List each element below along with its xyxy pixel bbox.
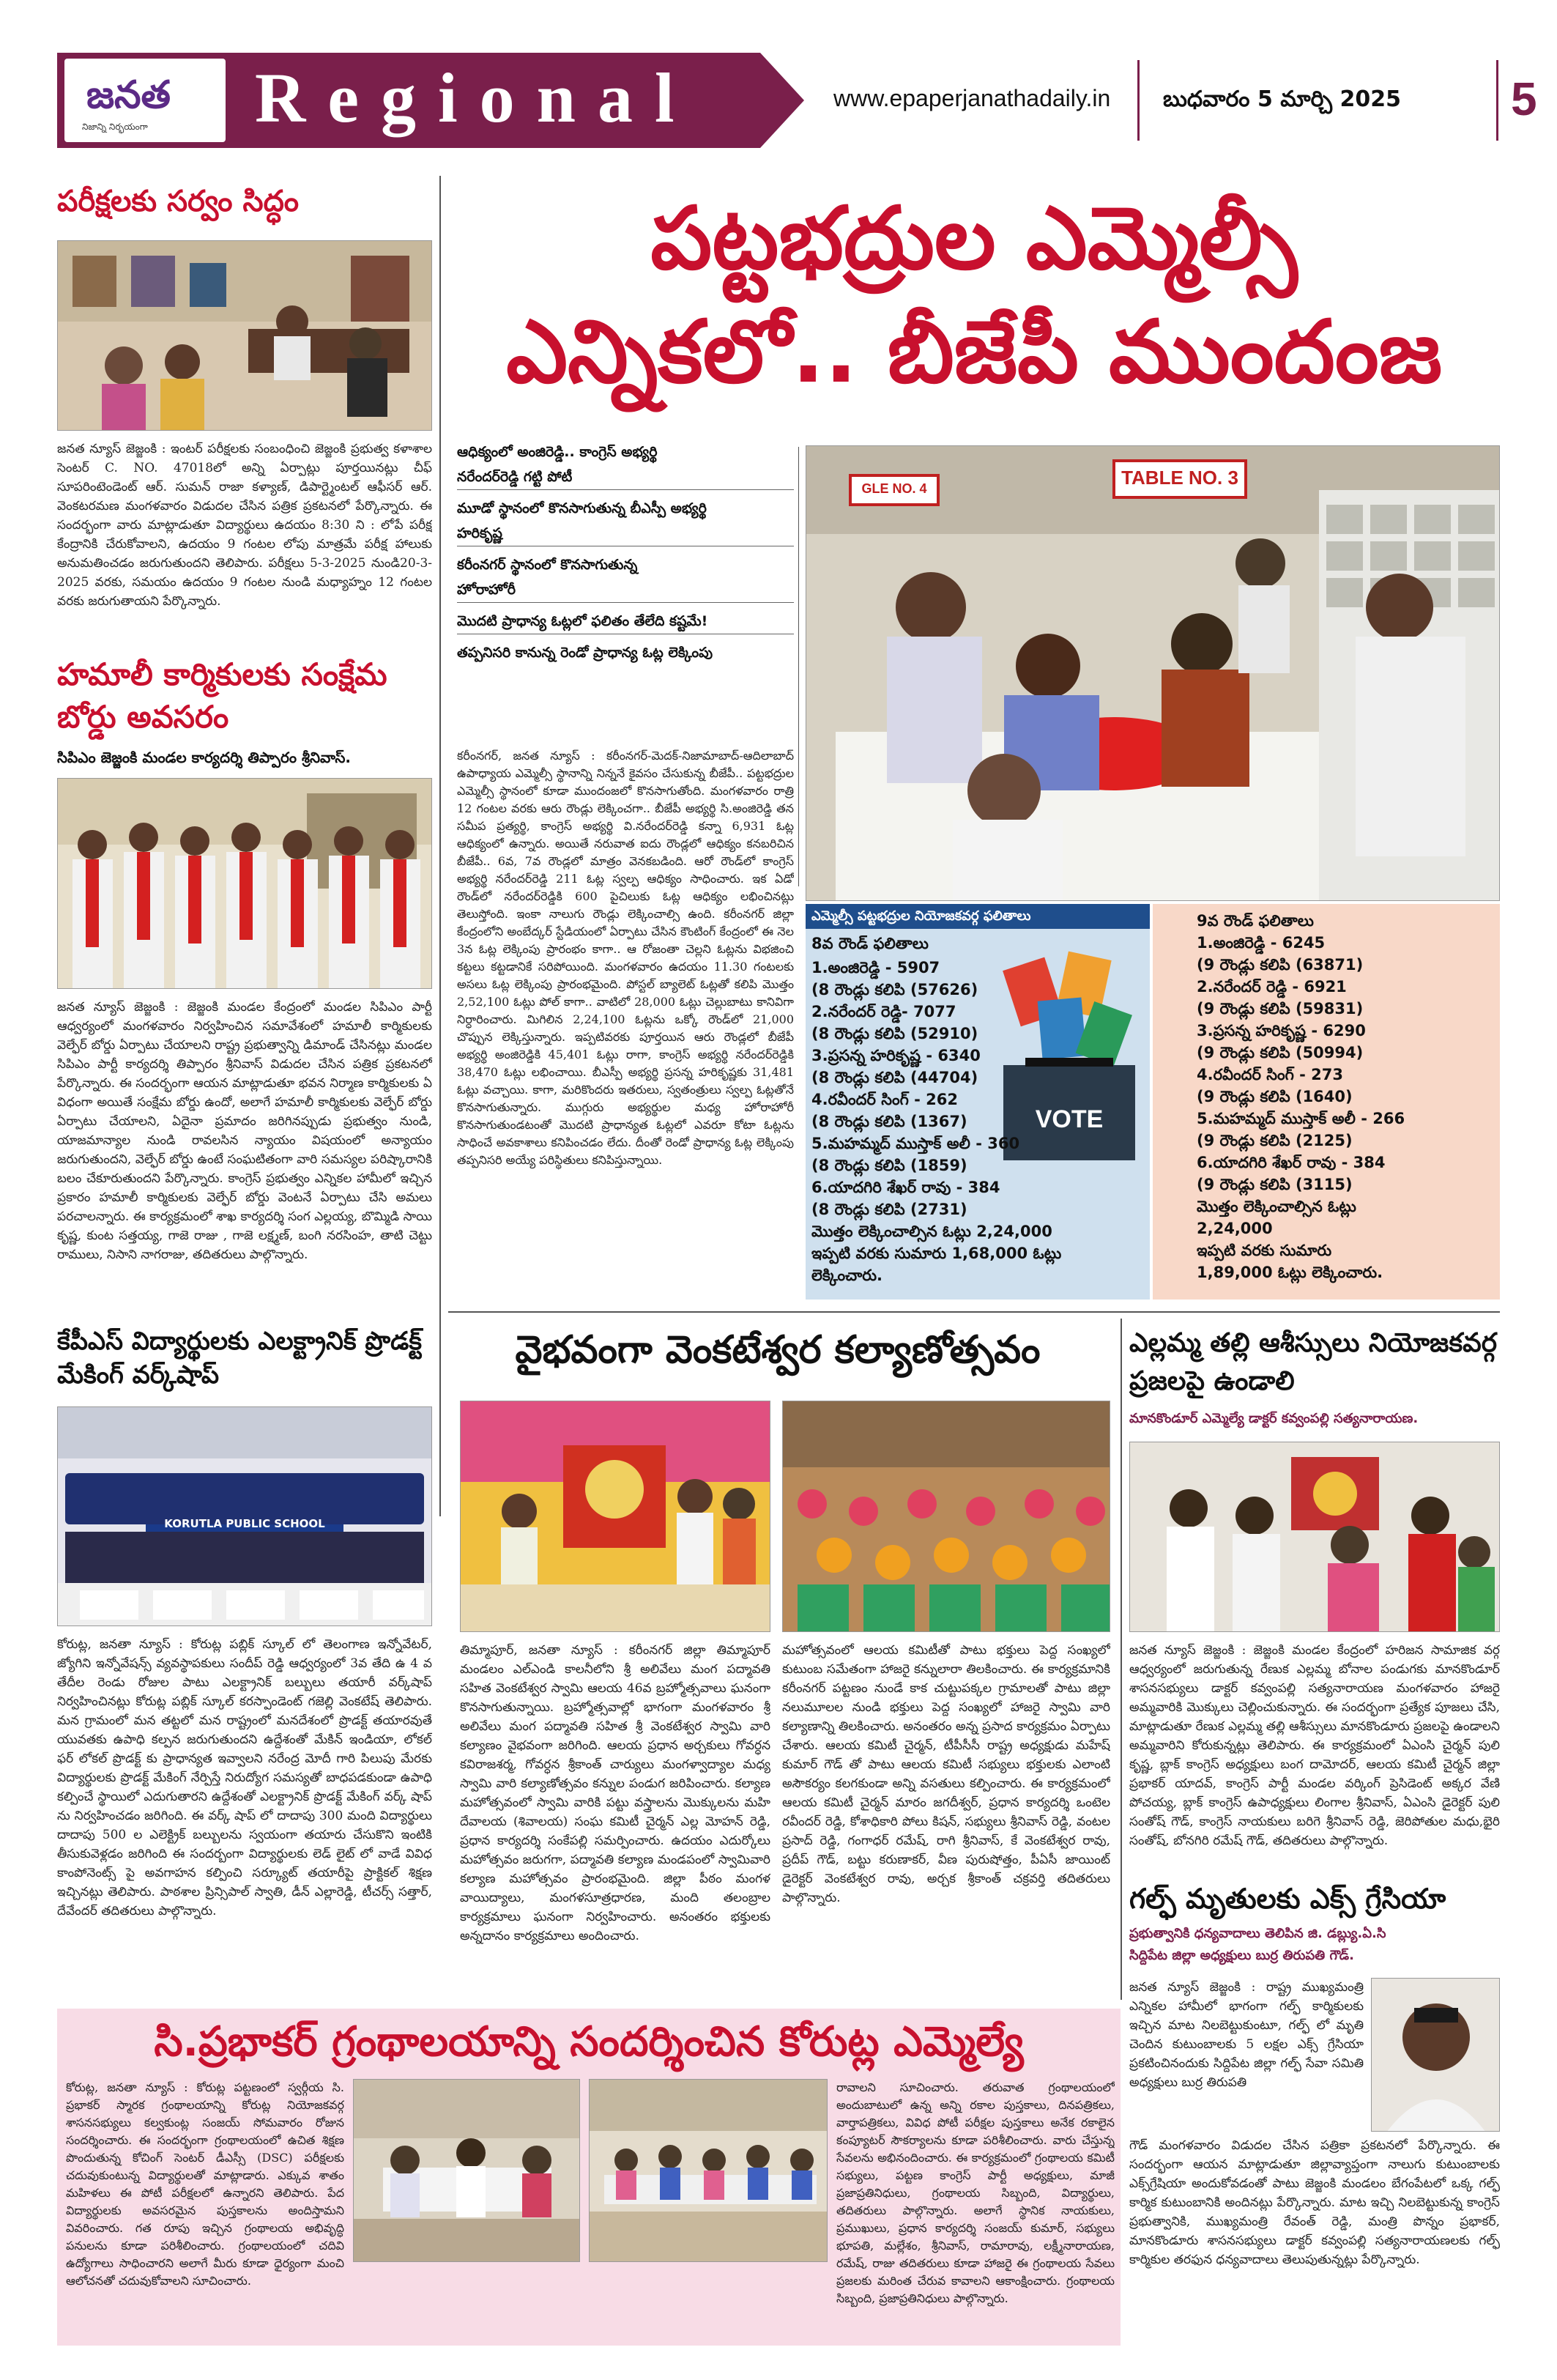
gulf-subhead-1: ప్రభుత్వానికి ధన్యవాదాలు తెలిపిన జి. డబ్ల్యు.ఏ.సి [1129,1926,1386,1941]
issue-date: బుధవారం 5 మార్చి 2025 [1163,86,1401,112]
hamali-body: జనత న్యూస్ జెజ్జంకి : జెజ్జంకి మండల కేంద్రంలో మండల సిపిఎం పార్టీ ఆధ్వర్యంలో మంగళవారం నిర్వహించిన సమావేశంలో హమాలీ కార్మికులకు వెల్ఫేర్ బోర్డు ఏర్పాటు చేయాలని రాష్ట్ర ప్రభుత్వాన్ని డిమాండ్ చేసినట్లు మండల సిపిఎం పార్టీ కార్యదర్శి తిప్పారం శ్రీనివాస్ విడుదల చేసిన పత్రిక ప్రకటనలో పేర్కొన్నారు. ఈ సందర్భంగా ఆయన మాట్లాడుతూ భవన నిర్మాణ కార్మికులకు ఏ విధంగా అయితే సంక్షేమ బోర్డు ఉందో, అలాగే హమాలీ కార్మికులకు వెల్ఫేర్ బోర్డు ఏర్పాటు చేయాలని, ఏదైనా ప్రమాదం జరిగినప్పుడు ప్రభుత్వం నుండి, యాజమాన్యాల నుండి రావలసిన న్యాయం విషయంలో అన్యాయం జరుగుతుందని, వెల్ఫేర్ బోర్డు ఉంటే సంఘటితంగా వారి సమస్యల పరిష్కారానికి బలం చేకూరుతుందని పేర్కొన్నారు. కాంగ్రెస్ ప్రభుత్వం ఎన్నికల హామీలో ఇచ్చిన ప్రకారం హమాలీ కార్మికులకు వెల్ఫేర్ బోర్డు వెంటనే ఏర్పాటు చేసి అమలు పరచాలన్నారు. ఈ కార్యక్రమంలో శాఖ కార్యదర్శి సంగ ఎల్లయ్య, బొమ్మిడి సాయి కృష్ణ, కుంట సత్తయ్య, గాజె రాజు , గాజె లక్ష్మణ్, బంగి నరసింహ, తాటి చెట్టు రాములు, నిసాని నాగరాజు, తదితరులు పాల్గొన్నారు. [57,1000,432,1262]
lead-deck-5: కరీంనగర్ స్థానంలో కొనసాగుతున్న [457,557,638,573]
library-photo-2 [589,2079,828,2262]
lead-decks [457,440,794,665]
gulf-subhead-2: సిద్దిపేట జిల్లా అధ్యక్షులు బుర్ర తిరుపతి గౌడ్. [1129,1948,1354,1963]
kps-body: కోరుట్ల, జనతా న్యూస్ : కోరుట్ల పబ్లిక్ స్కూల్ లో తెలంగాణ ఇన్నోవేటర్, జ్యోగిని ఇన్నోవేషన్స్ వ్యవస్థాపకులు సందీప్ రెడ్డి ఆధ్వర్యంలో 3వ తేది ఉ 4 వ తేదీల రెండు రోజుల పాటు ఎలక్ట్రానిక్ బల్బులు తయారీ వర్క్‌షాప్ నిర్వహించినట్లు కోరుట్ల పబ్లిక్ స్కూల్ కరస్పాండెంట్ గజెల్లి వెంకటేష్ తెలిపారు. మన గ్రామంలో మన తట్టలో మన రాష్ట్రంలో మనదేశంలో ప్రొడక్ట్ తయారవుతే యువతకు ఉపాధి కల్పన జరుగుతుందని ఉద్దేశంతో మేకిన్ ఇండియా, లోకల్ ఫర్ లోకల్ ప్రొడక్ట్ కు ప్రాధాన్యత ఇవ్వాలని నరేంద్ర మోదీ గారి పిలుపు మేరకు విద్యార్థులకు ప్రొడక్ట్ మేకింగ్ నేర్పిస్తే నిరుద్యోగ సమస్యతో బాధపడకుండా ఉపాధి కల్పించే స్థాయిలో ఎదుగుతారని ఉద్దేశంతో ఎలక్ట్రానిక్ ప్రొడక్ట్ మేకింగ్ వర్క్ షాప్ ను నిర్వహించడం జరిగింది. ఈ వర్క్ షాప్ లో దాదాపు 300 మంది విద్యార్థులు దాదాపు 500 ల ఎలెక్ట్రిక్ బల్బులను స్వయంగా తయారు చేసుకొని ఇంటికి తీసుకువెళ్లడం జరిగింది ఈ సందర్బంగా విద్యార్థులకు లెడ్ లైట్ లో వాడే వివిధ కాంపోనెంట్స్ పై అవగాహన కల్పించి సర్క్యూట్ తయారీపై ప్రాక్టికల్ శిక్షణ ఇచ్చినట్లు తెలిపారు. పాఠశాల ప్రిన్సిపాల్ స్వాతి, డీన్ ఎల్లారెడ్డి, టీచర్స్ సత్తార్, దేవేందర్ తదితరులు పాల్గొన్నారు. [57,1637,432,1919]
lead-deck-4: హరికృష్ణ [457,521,794,546]
round9-line: 4.రవీందర్ సింగ్ - 273 [1197,1066,1344,1083]
venkateswara-body-right: మహోత్సవంలో ఆలయ కమిటీతో పాటు భక్తులు పెద్ద సంఖ్యలో కుటుంబ సమేతంగా హాజరై కన్నులారా తిలకించారు. ఈ కార్యక్రమానికి కరీంనగర్ పట్టణం నుండే కాక చుట్టుపక్కల గ్రామాలతో పాటు జిల్లా నలుమూలల నుండి భక్తులు పెద్ద సంఖ్యలో హాజరై స్వామి వారి కల్యాణాన్ని తిలకించారు. అనంతరం అన్న ప్రసాద కార్యక్రమం ఏర్పాటు చేశారు. ఆలయ కమిటీ చైర్మన్, టీపీసీసీ రాష్ట్ర అధ్యక్షుడు మహేష్ కుమార్ గౌడ్ తో పాటు ఆలయ కమిటీ సభ్యులు భక్తులకు ఎలాంటి అసౌకర్యం కలగకుండా అన్ని వసతులు కల్పించారు. ఈ కార్యక్రమంలో ఆలయ కమిటీ చైర్మన్ మారం జగదీశ్వర్, ప్రధాన కార్యదర్శి ఒంటెల రవీందర్ రెడ్డి, కోశాధికారి పోలు కిషన్, సభ్యులు శ్రీనివాస్ రెడ్డి, వంటల ప్రసాద్ రెడ్డి, గంగాధర్ రమేష్, రాగి శ్రీనివాస్, కే వెంకటేశ్వర రావు, ప్రదీప్ గౌడ్, బట్టు కరుణాకర్, వీణ పురుషోత్తం, పీఏసీ జాయింట్ డైరెక్టర్ వెంకటేశ్వర రావు, అర్చక శ్రీకాంత్ చక్రవర్తి తదితరులు పాల్గొన్నారు. [782,1643,1110,1905]
rule-above-bottom [448,1311,1500,1313]
round9-line: (9 రౌండ్లు కలిపి (2125) [1197,1132,1353,1149]
exam-body: జనత న్యూస్ జెజ్జంకి : ఇంటర్ పరీక్షలకు సంబంధించి జెజ్జంకి ప్రభుత్వ కళాశాల సెంటర్ C. NO. 47018లో అన్ని ఏర్పాట్లు పూర్తయినట్లు చీఫ్ సూపరింటెండెంట్ ఆర్. సుమన్ రాజా కళ్యాణ్, డిపార్ట్మెంటల్ ఆఫీసర్ ఆర్. వెంకటరమణ మంగళవారం విడుదల చేసిన పత్రిక ప్రకటనలో పేర్కొన్నారు. ఈ సందర్భంగా వారు మాట్లాడుతూ విద్యార్థులు ఉదయం 8:30 ని : లోపే పరీక్ష కేంద్రానికి చేరుకోవాలని, ఉదయం 9 గంటల లోపు మాత్రమే పరీక్ష హాలుకు అనుమతించడం జరుగుతుందని తెలిపారు. పరీక్షలు 5-3-2025 నుండి20-3-2025 వరకు, సమయం ఉదయం 9 గంటల నుండి మధ్యాహ్నం 12 గంటల వరకు జరుగుతాయని పేర్కొన్నారు. [57,442,432,609]
round8-line: (8 రౌండ్లు కలిపి (57626) [811,981,978,998]
round8-line: (8 రౌండ్లు కలిపి (2731) [811,1201,967,1218]
results-box-round9 [1153,904,1500,1300]
lead-deck-7: మొదటి ప్రాధాన్య ఓట్లలో ఫలితం తేలేది కష్టమే! [457,609,794,634]
masthead-divider [1137,60,1140,141]
library-body-left: కోరుట్ల, జనతా న్యూస్ : కోరుట్ల పట్టణంలో స్వర్గీయ సి. ప్రభాకర్ స్మారక గ్రంథాలయాన్ని కోరుట్ల నియోజకవర్గ శాసనసభ్యులు కల్వకుంట్ల సంజయ్ సోమవారం రోజున సందర్శించారు. ఈ సందర్భంగా గ్రంథాలయంలో ఉచిత శిక్షణ పొందుతున్న కోచింగ్ సెంటర్ డీఎస్సీ (DSC) పరీక్షలకు చదువుకుంటున్న విద్యార్థులతో మాట్లాడారు. ఎక్కువ శాతం మహిళలు ఈ పోటీ పరీక్షలలో ఉన్నారని తెలిపారు. పేద విద్యార్థులకు అవసరమైన పుస్తకాలను అందిస్తామని వివరించారు. గత రూపు ఇచ్చిన గ్రంథాలయ అభివృద్ధి పనులను కూడా పరిశీలించారు. గ్రంథాలయంలో చదివి ఉద్యోగాలు సాధించారని అలాగే మీరు కూడా ధైర్యంగా మంచి ఆలోచనతో చదువుకోవాలని సూచించారు. [66,2080,344,2288]
lead-deck-1: ఆధిక్యంలో అంజిరెడ్డి.. కాంగ్రెస్ అభ్యర్థి [457,444,658,460]
page-number: 5 [1511,73,1537,125]
round8-line: (8 రౌండ్లు కలిపి (1859) [811,1157,967,1174]
hamali-subhead: సిపిఎం జెజ్జంకి మండల కార్యదర్శి తిప్పారం శ్రీనివాస్. [57,749,352,766]
round9-line: ఇప్పటి వరకు సుమారు [1197,1242,1332,1259]
lead-deck-6: హోరాహోరీ [457,577,794,603]
yellamma-photo [1129,1442,1500,1632]
exam-photo [57,240,432,431]
round8-line: 5.మహమ్మద్ ముస్తాక్ అలీ - 360 [811,1135,1020,1152]
kps-headline[interactable]: కేపీఎస్ విద్యార్థులకు ఎలక్ట్రానిక్ ప్రొడక్ట్ మేకింగ్ వర్క్‌షాప్ [57,1327,422,1390]
round8-line: 3.ప్రసన్న హరికృష్ణ - 6340 [811,1047,981,1064]
round8-line: ఇప్పటి వరకు సుమారు 1,68,000 ఓట్లు [811,1245,1062,1262]
lead-headline-line1[interactable]: పట్టభద్రుల ఎమ్మెల్సీ [650,188,1298,289]
photo-sign-table-4: GLE NO. 4 [861,481,927,496]
hamali-headline[interactable]: హమాలీ కార్మికులకు సంక్షేమ బోర్డు అవసరం [57,656,387,735]
vote-label: VOTE [1035,1105,1104,1133]
round9-line: మొత్తం లెక్కించాల్సిన ఓట్లు [1197,1198,1356,1215]
round9-line: 2.నరేందర్ రెడ్డి - 6921 [1197,978,1347,996]
round9-line: 2,24,000 [1197,1220,1273,1237]
round9-line: (9 రౌండ్లు కలిపి (63871) [1197,956,1364,974]
gulf-body-continued: గౌడ్ మంగళవారం విడుదల చేసిన పత్రికా ప్రకటనలో పేర్కొన్నారు. ఈ సందర్భంగా ఆయన మాట్లాడుతూ జిల్లావ్యాప్తంగా నాలుగు కుటుంబాలకు ఎక్స్‌గ్రేషియా అందుకోవడంతో పాటు జెజ్జంకి మండలం బేగంపేటలో ఒక్క గల్ఫ్ కార్మిక కుటుంబానికి అందినట్లు పేర్కొన్నారు. మాట ఇచ్చి నిలబెట్టుకున్న కాంగ్రెస్ ప్రభుత్వానికి, ముఖ్యమంత్రి రేవంత్ రెడ్డి, మంత్రి పొన్నం ప్రభాకర్, మానకొండూరు శాసనసభ్యులు డాక్టర్ కవ్వంపల్లి సత్యనారాయణలకు గల్ఫ్ కార్మికుల తరఫున ధన్యవాదాలు తెలుపుతున్నట్లు పేర్కొన్నారు. [1129,2138,1500,2267]
venkateswara-photo-2 [782,1401,1110,1632]
round8-line: (8 రౌండ్లు కలిపి (52910) [811,1025,978,1042]
hamali-photo [57,778,432,989]
round8-line: 2.నరేందర్ రెడ్డి- 7077 [811,1003,956,1020]
logo[interactable] [64,59,226,142]
round8-heading: 8వ రౌండ్ ఫలితాలు [811,935,929,952]
round9-line: 1,89,000 ఓట్లు లెక్కించారు. [1197,1264,1383,1281]
results-box-round8 [806,904,1150,1300]
counting-photo [806,445,1500,901]
lead-deck-2: నరేందర్‌రెడ్డి గట్టి పోటీ [457,464,794,490]
logo-text: జనత [86,73,171,117]
venkateswara-headline[interactable]: వైభవంగా వెంకటేశ్వర కల్యాణోత్సవం [515,1328,1041,1372]
yellamma-subhead: మానకొండూర్ ఎమ్మెల్యే డాక్టర్ కవ్వంపల్లి సత్యనారాయణ. [1129,1411,1419,1426]
round9-line: 1.అంజిరెడ్డి - 6245 [1197,934,1326,952]
round9-heading: 9వ రౌండ్ ఫలితాలు [1197,912,1314,930]
round9-line: (9 రౌండ్లు కలిపి (1640) [1197,1088,1353,1105]
column-rule-right [1121,1319,1122,2000]
kps-photo-banner: KORUTLA PUBLIC SCHOOL [164,1517,325,1530]
round9-line: (9 రౌండ్లు కలిపి (59831) [1197,1000,1364,1017]
column-rule-left [439,176,441,1516]
library-headline[interactable]: సి.ప్రభాకర్ గ్రంథాలయాన్ని సందర్శించిన కోరుట్ల ఎమ్మెల్యే [154,2018,1024,2066]
exam-headline[interactable]: పరీక్షలకు సర్వం సిద్ధం [57,185,300,218]
library-story [57,2009,1121,2346]
lead-deck-8: తప్పనిసరి కానున్న రెండో ప్రాధాన్య ఓట్ల లెక్కింపు [457,645,713,661]
masthead-band-arrow [760,53,804,148]
lead-body: కరీంనగర్, జనత న్యూస్ : కరీంనగర్-మెదక్-నిజామాబాద్-ఆదిలాబాద్ ఉపాధ్యాయ ఎమ్మెల్సీ స్థానాన్ని నిన్ననే కైవసం చేసుకున్న బీజేపీ.. పట్టభద్రుల ఎమ్మెల్సీ స్థానంలో కూడా ముందంజలో కొనసాగుతోంది. మంగళవారం రాత్రి 12 గంటల వరకు ఆరు రౌండ్లు లెక్కించగా.. బీజేపీ అభ్యర్థి సి.అంజిరెడ్డి తన సమీప ప్రత్యర్థి, కాంగ్రెస్ అభ్యర్థి వి.నరేందర్‌రెడ్డి కన్నా 6,931 ఓట్ల ఆధిక్యంలో ఉన్నారు. అయితే నరువాత ఐదు రౌండ్లలో ఆధిక్యం కనబరిచిన బీజేపీ.. 6వ, 7వ రౌండ్లలో మాత్రం వెనకబడింది. ఆరో రౌండ్‌లో కాంగ్రెస్ అభ్యర్థి నరేందర్‌రెడ్డి 211 ఓట్ల స్వల్ప ఆధిక్యం సాధించారు. ఇక ఏడో రౌండ్‌లో నరేందర్‌రెడ్డికి 600 పైచిలుకు ఓట్ల ఆధిక్యం లభించినట్లు తెలుస్తోంది. ఇంకా నాలుగు రౌండ్లు లెక్కించాల్సి ఉంది. కరీంనగర్ జిల్లా కేంద్రంలోని అంబేద్కర్ స్టేడియంలో ఏర్పాటు చేసిన కౌంటింగ్ కేంద్రంలో ఈ నెల 3న ఓట్ల లెక్కింపు ప్రారంభం కాగా.. ఆ రోజంతా చెల్లని ఓట్లను విభజించి కట్టలు కట్టడానికే సరిపోయింది. మంగళవారం ఉదయం 11.30 గంటలకు అసలు ఓట్ల లెక్కింపు ప్రారంభమైంది. పోస్టల్ బ్యాలెట్ ఓట్లతో కలిపి మొత్తం 2,52,100 ఓట్లు పోల్ కాగా.. వాటిలో 28,000 ఓట్లు చెల్లుబాటు కానివిగా నిర్ధారించారు. మిగిలిన 2,24,100 ఓట్లను ఒక్కో రౌండ్‌లో 21,000 చొప్పున లెక్కిస్తున్నారు. ఇప్పటివరకు పూర్తయిన ఆరు రౌండ్లలో బీజేపీ అభ్యర్థి అంజిరెడ్డికి 45,401 ఓట్లు రాగా, కాంగ్రెస్ అభ్యర్థి నరేందర్‌రెడ్డికి 38,470 ఓట్లు లభించాయి. బీఎస్పీ అభ్యర్థి ప్రసన్న హరికృష్ణకు 31,481 ఓట్లు వచ్చాయి. కాగా, మరికొందరు ఇతరులు, స్వతంత్రులు స్వల్ప ఓట్లతోనే కొనసాగుతున్నారు. ముగ్గురు అభ్యర్థుల మధ్య హోరాహోరీ కొనసాగుతుండటంతో మొదటి ప్రాధాన్యత ఓట్లలో ఎవరూ కోటా ఓట్లను సాధించే అవకాశాలు కనిపించడం లేదు. దీంతో రెండో ప్రాధాన్య ఓట్ల లెక్కింపు తప్పనిసరి అయ్యే పరిస్థితులు కనిపిస్తున్నాయి. [457,749,794,1167]
section-title: Regional [255,59,696,137]
results-title: ఎమ్మెల్సీ పట్టభద్రుల నియోజకవర్గ ఫలితాలు [806,904,1150,929]
round8-line: (8 రౌండ్లు కలిపి (44704) [811,1069,978,1086]
website-url[interactable]: www.epaperjanathadaily.in [833,85,1111,111]
round9-line: 3.ప్రసన్న హరికృష్ణ - 6290 [1197,1022,1366,1039]
venkateswara-body-left: తిమ్మాపూర్, జనతా న్యూస్ : కరీంనగర్ జిల్లా తిమ్మాపూర్ మండలం ఎల్ఎండి కాలనీలోని శ్రీ అలివేలు మంగ పద్మావతి సహిత వెంకటేశ్వర స్వామి ఆలయ 46వ బ్రహ్మోత్సవాలు ఘనంగా కొనసాగుతున్నాయి. బ్రహ్మోత్సవాల్లో భాగంగా మంగళవారం శ్రీ అలివేలు మంగ పద్మావతి సహిత శ్రీ వెంకటేశ్వర స్వామి వారి కల్యాణం వైభవంగా జరిగింది. ఆలయ ప్రధాన అర్చకులు గోవర్ధన కవిరాజశర్మ, గోవర్ధన శ్రీకాంత్ చార్యులు మంగళ్వాద్యాల మధ్య స్వామి వారి కల్యాణోత్సవం కన్నుల పండుగ జరిపించారు. కల్యాణ మహోత్సవంలో స్వామి వారికి పట్టు వస్త్రాలను మొక్కులను మహి దేవాలయ (శివాలయ) సంఘ కమిటీ చైర్మన్ ఎల్ల మోహన్ రెడ్డి, ప్రధాన కార్యదర్శి సంకేపల్లి సమర్పించారు. ఉదయం ఎదుర్కోలు మహోత్సవం జరుగగా, పద్మావతి కల్యాణ మండపంలో స్వామివారి కల్యాణ మహోత్సవం ప్రారంభమైంది. జిల్లా పీఠం మంగళ వాయిద్యాలు, మంగళసూత్రధారణ, మంది తలంబ్రాల కార్యక్రమాలు ఘనంగా నిర్వహించారు. అనంతరం భక్తులకు అన్నదానం కార్యక్రమాలు అందించారు. [460,1643,770,1943]
venkateswara-photo-1 [460,1401,770,1632]
masthead [57,53,1537,148]
round9-line: 6.యాదగిరి శేఖర్ రావు - 384 [1197,1154,1386,1171]
yellamma-headline[interactable]: ఎల్లమ్మ తల్లి ఆశీస్సులు నియోజకవర్గ ప్రజలపై ఉండాలి [1129,1328,1498,1396]
round8-line: 4.రవీందర్ సింగ్ - 262 [811,1091,959,1108]
lead-deck-3: మూడో స్థానంలో కొనసాగుతున్న బీఎస్పీ అభ్యర్థి [457,500,707,516]
round8-line: లెక్కించారు. [811,1267,882,1284]
photo-sign-table-3: TABLE NO. 3 [1121,467,1238,489]
round8-line: 6.యాదగిరి శేఖర్ రావు - 384 [811,1179,1000,1196]
logo-subtitle: నిజాన్ని నిర్భయంగా [82,122,148,132]
round8-lines [811,957,1062,1286]
yellamma-body: జనత న్యూస్ జెజ్జంకి : జెజ్జంకి మండల కేంద్రంలో హరిజన సామాజిక వర్గ ఆధ్వర్యంలో జరుగుతున్న రేణుక ఎల్లమ్మ బోనాల పండుగకు మానకొండూర్ శాసనసభ్యులు డాక్టర్ కవ్వంపల్లి సత్యనారాయణ మంగళవారం హాజరై అమ్మవారికి మొక్కులు చెల్లించుకున్నారు. ఈ సందర్భంగా ప్రత్యేక పూజలు చేసి, మాట్లాడుతూ రేణుక ఎల్లమ్మ తల్లి ఆశీస్సులు మానకొండూరు ప్రజలపై ఉండాలని అమ్మవారిని కోరుకున్నట్లు తెలిపారు. ఈ కార్యక్రమంలో ఏఎంసి చైర్మన్ పులి కృష్ణ, బ్లాక్ కాంగ్రెస్ అధ్యక్షులు బంగ దామోదర్, ఆలయ కమిటీ చైర్మన్ జిల్లా ప్రభాకర్ యాదవ్, కాంగ్రెస్ పార్టీ మండల వర్కింగ్ ప్రెసిడెంట్ అక్కర వేణి పోచయ్య, బ్లాక్ కాంగ్రెస్ ఉపాధ్యక్షులు లింగాల శ్రీనివాస్, ఏఎంసి డైరెక్టర్ పులి సంతోష్ గౌడ్, కాంగ్రెస్ నాయకులు బరిగె శ్రీనివాస్ రెడ్డి, జెరిపోతుల మధు,భైరి సంతోష్, బోనగిరి రమేష్ గౌడ్, తదితరులు పాల్గొన్నారు. [1129,1643,1500,1848]
round9-line: 5.మహమ్మద్ ముస్తాక్ అలీ - 266 [1197,1110,1405,1127]
round9-line: (9 రౌండ్లు కలిపి (50994) [1197,1044,1364,1061]
round8-line: (8 రౌండ్లు కలిపి (1367) [811,1113,967,1130]
masthead-divider-2 [1496,60,1498,141]
library-body-right: రావాలని సూచించారు. తరువాత గ్రంథాలయంలో అందుబాటులో ఉన్న అన్ని రకాల పుస్తకాలు, దినపత్రికలు, వార్తాపత్రికలు, వివిధ పోటీ పరీక్షల పుస్తకాలు అనేక రకాలైన కంప్యూటర్ సౌకర్యాలను కూడా పరిశీలించారు. వారు చేస్తున్న సేవలను అభినందించారు. ఈ కార్యక్రమంలో గ్రంథాలయ కమిటీ సభ్యులు, పట్టణ కాంగ్రెస్ పార్టీ అధ్యక్షులు, మాజీ ప్రజాప్రతినిధులు, గ్రంథాలయ సిబ్బంది, విద్యార్థులు, తదితరులు పాల్గొన్నారు. అలాగే స్థానిక నాయకులు, ప్రముఖులు, ప్రధాన కార్యదర్శి సంజయ్ కుమార్, సభ్యులు భూపతి, మల్లేశం, శ్రీనివాస్, రామారావు, లక్ష్మీనారాయణ, రమేష్, రాజు తదితరులు కూడా హాజరై ఈ గ్రంథాలయ సేవలు ప్రజలకు మరింత చేరువ కావాలని ఆకాంక్షించారు. గ్రంథాలయ సిబ్బంది, ప్రజాప్రతినిధులు పాల్గొన్నారు. [836,2080,1115,2305]
lead-headline-line2[interactable]: ఎన్నికలో.. బీజేపీ ముందంజ [506,301,1442,402]
kps-photo [57,1406,432,1626]
lead-deck-rule [798,447,799,886]
library-photo-1 [353,2079,580,2262]
gulf-portrait [1371,1978,1500,2132]
round9-line: (9 రౌండ్లు కలిపి (3115) [1197,1176,1353,1193]
gulf-headline[interactable]: గల్ఫ్ మృతులకు ఎక్స్ గ్రేసియా [1129,1883,1446,1915]
gulf-body: జనత న్యూస్ జెజ్జంకి : రాష్ట్ర ముఖ్యమంత్రి ఎన్నికల హామీలో భాగంగా గల్ఫ్ కార్మికులకు ఇచ్చిన మాట నిలబెట్టుకుంటూ, గల్ఫ్ లో మృతి చెందిన కుటుంబాలకు 5 లక్షల ఎక్స్ గ్రేసియా ప్రకటించినందుకు సిద్దిపేట జిల్లా గల్ఫ్ సేవా సమితి అధ్యక్షులు బుర్ర తిరుపతి [1129,1980,1364,2090]
round8-line: మొత్తం లెక్కించాల్సిన ఓట్లు 2,24,000 [811,1223,1052,1240]
round8-line: 1.అంజిరెడ్డి - 5907 [811,959,940,976]
